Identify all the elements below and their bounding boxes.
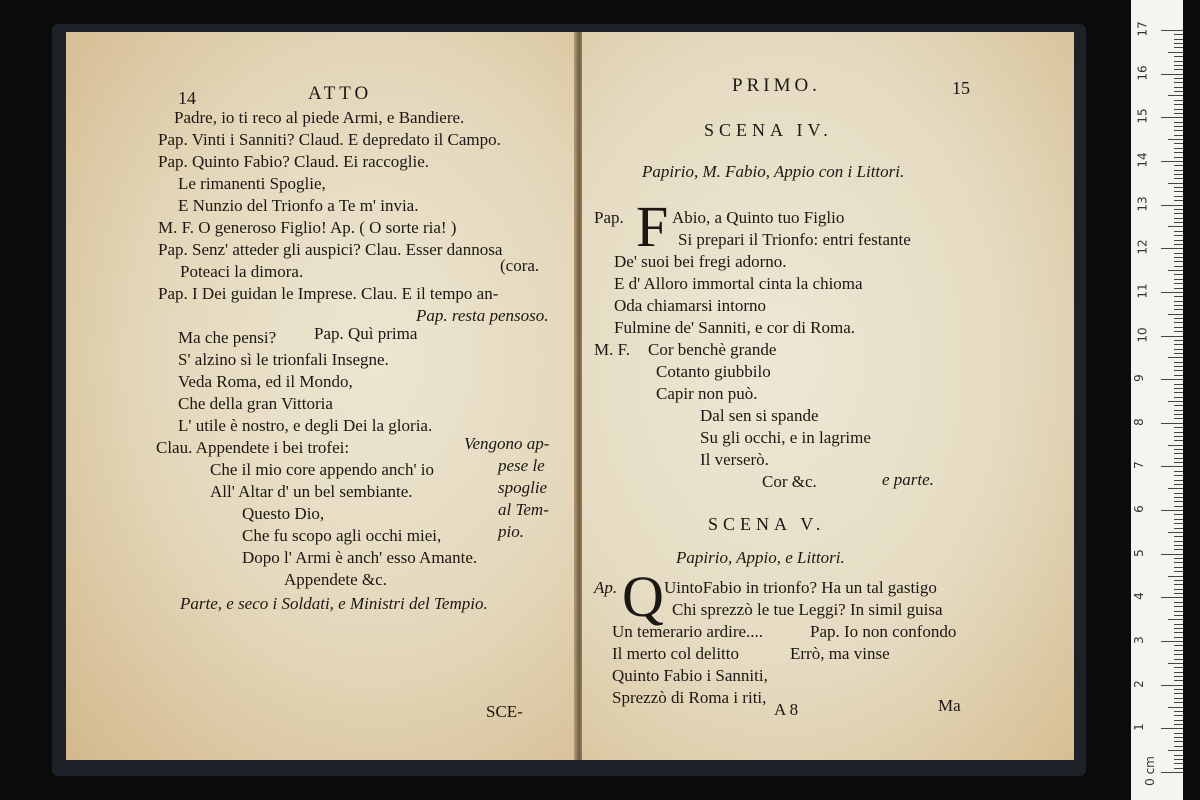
ruler-tick-major (1161, 685, 1183, 686)
text-line: (cora. (500, 256, 540, 275)
ruler-tick-minor (1174, 100, 1183, 101)
ruler-tick-minor (1174, 301, 1183, 302)
speaker-label: Pap. (594, 208, 624, 227)
ruler-tick-minor (1174, 624, 1183, 625)
ruler-label: 9 (1131, 374, 1146, 382)
ruler-tick-minor (1174, 755, 1183, 756)
ruler-label: 1 (1131, 723, 1146, 732)
ruler-tick-minor (1174, 567, 1183, 568)
text-line: Pap. Senz' atteder gli auspici? Clau. Esser dannosa (158, 240, 503, 259)
ruler-label: 15 (1135, 108, 1150, 124)
signature-mark: A 8 (774, 700, 799, 719)
running-head: ATTO (308, 83, 373, 104)
ruler-tick-minor (1174, 384, 1183, 385)
ruler-tick-minor (1174, 440, 1183, 441)
ruler-tick-minor (1174, 484, 1183, 485)
ruler-tick-minor (1174, 528, 1183, 529)
running-head: PRIMO. (732, 75, 821, 96)
text-line: Pap. Quinto Fabio? Claud. Ei raccoglie. (158, 152, 429, 171)
ruler-tick-minor (1174, 680, 1183, 681)
ruler-tick-major (1161, 510, 1183, 511)
ruler-tick-minor (1174, 218, 1183, 219)
text-line: Capir non può. (656, 384, 758, 403)
ruler-tick-major (1161, 554, 1183, 555)
ruler-tick-minor (1174, 427, 1183, 428)
ruler-tick-minor (1174, 362, 1183, 363)
ruler-tick-minor (1174, 711, 1183, 712)
ruler-tick-minor (1174, 309, 1183, 310)
ruler-tick-minor (1174, 370, 1183, 371)
ruler-tick-minor (1168, 532, 1183, 533)
ruler-tick-minor (1174, 462, 1183, 463)
text-line: Il verserò. (700, 450, 769, 469)
ruler-tick-minor (1168, 95, 1183, 96)
ruler-tick-minor (1174, 405, 1183, 406)
ruler-label: 7 (1131, 461, 1146, 470)
ruler-label: 10 (1135, 326, 1150, 343)
text-line: Il merto col delitto (612, 644, 739, 663)
ruler-tick-minor (1174, 244, 1183, 245)
ruler-tick-minor (1174, 759, 1183, 760)
ruler-tick-minor (1174, 523, 1183, 524)
ruler-tick-minor (1174, 148, 1183, 149)
ruler-tick-minor (1174, 475, 1183, 476)
ruler-tick-minor (1174, 34, 1183, 35)
ruler-tick-minor (1174, 61, 1183, 62)
ruler-tick-minor (1174, 602, 1183, 603)
ruler-label: 16 (1135, 65, 1150, 81)
ruler-tick-minor (1174, 340, 1183, 341)
text-line: Su gli occhi, e in lagrime (700, 428, 871, 447)
ruler-tick-major (1161, 74, 1183, 75)
right-page (582, 32, 1074, 760)
ruler-tick-minor (1174, 209, 1183, 210)
ruler-tick-minor (1174, 78, 1183, 79)
ruler-tick-major (1161, 597, 1183, 598)
ruler-tick-minor (1168, 52, 1183, 53)
ruler-tick-minor (1174, 113, 1183, 114)
ruler-tick-minor (1174, 436, 1183, 437)
ruler-tick-major (1161, 30, 1183, 31)
page-number: 15 (952, 78, 970, 98)
text-line: Cor &c. (762, 472, 817, 491)
ruler-tick-minor (1174, 689, 1183, 690)
ruler-tick-minor (1174, 558, 1183, 559)
ruler-label: 6 (1131, 505, 1146, 513)
ruler-tick-minor (1174, 768, 1183, 769)
ruler-tick-major (1161, 772, 1183, 773)
ruler-tick-minor (1174, 672, 1183, 673)
ruler-tick-minor (1174, 418, 1183, 419)
ruler-tick-minor (1174, 545, 1183, 546)
ruler-tick-minor (1174, 331, 1183, 332)
stage-direction: e parte. (882, 470, 934, 489)
ruler-tick-major (1161, 728, 1183, 729)
ruler-tick-major (1161, 205, 1183, 206)
marginal-note: al Tem- (498, 500, 549, 519)
ruler-tick-major (1161, 336, 1183, 337)
ruler-tick-minor (1174, 143, 1183, 144)
left-page (66, 32, 578, 760)
character-list: Papirio, Appio, e Littori. (676, 548, 845, 567)
ruler-tick-minor (1174, 645, 1183, 646)
ruler-tick-minor (1174, 349, 1183, 350)
ruler-tick-minor (1174, 65, 1183, 66)
ruler-tick-minor (1174, 733, 1183, 734)
ruler-tick-minor (1174, 165, 1183, 166)
ruler-tick-minor (1174, 414, 1183, 415)
ruler-label: 12 (1135, 239, 1150, 255)
ruler-tick-minor (1174, 593, 1183, 594)
ruler-tick-minor (1174, 240, 1183, 241)
ruler-tick-minor (1174, 720, 1183, 721)
ruler-tick-minor (1168, 488, 1183, 489)
ruler-tick-minor (1174, 659, 1183, 660)
ruler-tick-minor (1174, 296, 1183, 297)
ruler-tick-major (1161, 248, 1183, 249)
ruler-tick-minor (1174, 611, 1183, 612)
ruler-tick-minor (1174, 650, 1183, 651)
ruler-tick-minor (1174, 279, 1183, 280)
ruler-tick-minor (1174, 737, 1183, 738)
text-line: Sprezzò di Roma i riti, (612, 688, 767, 707)
text-line: Si prepari il Trionfo: entri festante (678, 230, 911, 249)
ruler-tick-minor (1174, 91, 1183, 92)
text-line: Pap. I Dei guidan le Imprese. Clau. E il tempo an- (158, 284, 499, 303)
ruler-tick-major (1161, 466, 1183, 467)
ruler-tick-minor (1168, 139, 1183, 140)
ruler-tick-minor (1174, 493, 1183, 494)
ruler-label: 3 (1131, 636, 1146, 644)
ruler-tick-minor (1174, 305, 1183, 306)
ruler-label: 11 (1135, 283, 1150, 299)
ruler-tick-minor (1174, 453, 1183, 454)
ruler-tick-minor (1168, 226, 1183, 227)
ruler-tick-minor (1174, 82, 1183, 83)
ruler-tick-minor (1168, 314, 1183, 315)
text-line: UintoFabio in trionfo? Ha un tal gastigo (664, 578, 937, 597)
ruler-tick-minor (1174, 410, 1183, 411)
ruler-tick-minor (1174, 375, 1183, 376)
stage-direction: Pap. resta pensoso. (416, 306, 549, 325)
text-line: Questo Dio, (242, 504, 325, 523)
ruler-tick-major (1161, 423, 1183, 424)
text-line: S' alzino sì le trionfali Insegne. (178, 350, 389, 369)
ruler-tick-minor (1168, 663, 1183, 664)
ruler-tick-minor (1174, 584, 1183, 585)
ruler-tick-major (1161, 292, 1183, 293)
ruler-tick-minor (1174, 327, 1183, 328)
ruler-tick-minor (1168, 270, 1183, 271)
ruler-tick-minor (1168, 183, 1183, 184)
ruler-tick-minor (1174, 109, 1183, 110)
text-line: M. F. O generoso Figlio! Ap. ( O sorte ria! ) (158, 218, 457, 237)
stage-direction: Parte, e seco i Soldati, e Ministri del Tempio. (180, 594, 488, 613)
speaker-label: M. F. (594, 340, 630, 359)
text-line: De' suoi bei fregi adorno. (614, 252, 787, 271)
scene-title: SCENA IV. (704, 120, 833, 140)
measuring-ruler (1131, 0, 1183, 800)
ruler-tick-minor (1174, 480, 1183, 481)
ruler-tick-minor (1174, 724, 1183, 725)
ruler-tick-minor (1174, 56, 1183, 57)
ruler-tick-minor (1174, 322, 1183, 323)
ruler-tick-minor (1174, 549, 1183, 550)
ruler-tick-minor (1174, 157, 1183, 158)
ruler-tick-minor (1174, 231, 1183, 232)
text-line: Le rimanenti Spoglie, (178, 174, 326, 193)
ruler-tick-minor (1174, 69, 1183, 70)
ruler-tick-minor (1174, 130, 1183, 131)
text-line: E d' Alloro immortal cinta la chioma (614, 274, 863, 293)
ruler-tick-minor (1174, 458, 1183, 459)
ruler-tick-minor (1174, 39, 1183, 40)
ruler-tick-minor (1174, 536, 1183, 537)
ruler-tick-minor (1174, 253, 1183, 254)
ruler-tick-minor (1174, 698, 1183, 699)
ruler-tick-minor (1168, 576, 1183, 577)
ruler-tick-minor (1174, 392, 1183, 393)
ruler-tick-major (1161, 117, 1183, 118)
ruler-tick-minor (1174, 693, 1183, 694)
character-list: Papirio, M. Fabio, Appio con i Littori. (642, 162, 905, 181)
ruler-tick-minor (1174, 170, 1183, 171)
ruler-tick-minor (1174, 283, 1183, 284)
ruler-tick-minor (1174, 178, 1183, 179)
drop-capital: F (636, 194, 669, 259)
ruler-tick-minor (1174, 667, 1183, 668)
ruler-label: 8 (1131, 417, 1146, 426)
ruler-tick-minor (1174, 47, 1183, 48)
text-line: Che fu scopo agli occhi miei, (242, 526, 442, 545)
ruler-tick-major (1161, 379, 1183, 380)
text-line: Che il mio core appendo anch' io (210, 460, 434, 479)
ruler-tick-minor (1174, 200, 1183, 201)
ruler-tick-minor (1174, 519, 1183, 520)
ruler-tick-minor (1174, 388, 1183, 389)
ruler-tick-minor (1174, 274, 1183, 275)
ruler-tick-minor (1174, 715, 1183, 716)
marginal-note: pio. (498, 522, 524, 541)
ruler-tick-minor (1174, 741, 1183, 742)
ruler-tick-minor (1174, 397, 1183, 398)
ruler-tick-minor (1174, 43, 1183, 44)
text-line: Clau. Appendete i bei trofei: (156, 438, 350, 457)
text-line: Un temerario ardire.... (612, 622, 764, 641)
text-line: Oda chiamarsi intorno (614, 296, 767, 315)
ruler-tick-minor (1174, 196, 1183, 197)
ruler-tick-minor (1174, 266, 1183, 267)
ruler-label: 14 (1135, 152, 1150, 168)
ruler-tick-minor (1174, 174, 1183, 175)
ruler-tick-minor (1174, 288, 1183, 289)
ruler-tick-minor (1174, 449, 1183, 450)
text-line: E Nunzio del Trionfo a Te m' invia. (178, 196, 419, 215)
ruler-tick-minor (1174, 257, 1183, 258)
ruler-tick-minor (1174, 632, 1183, 633)
page-number: 14 (178, 88, 196, 108)
ruler-label: 5 (1131, 548, 1146, 557)
ruler-tick-minor (1174, 763, 1183, 764)
text-line: Pap. Vinti i Sanniti? Claud. E depredato il Campo. (158, 130, 501, 149)
marginal-note: spoglie (498, 478, 548, 497)
ruler-tick-minor (1174, 615, 1183, 616)
text-line: Abio, a Quinto tuo Figlio (672, 208, 845, 227)
ruler-tick-minor (1174, 501, 1183, 502)
ruler-tick-minor (1174, 562, 1183, 563)
ruler-tick-minor (1174, 580, 1183, 581)
speaker-label: Ap. (594, 578, 618, 597)
text-line: L' utile è nostro, e degli Dei la gloria. (178, 416, 433, 435)
text-line: Appendete &c. (284, 570, 387, 589)
ruler-tick-minor (1174, 514, 1183, 515)
ruler-tick-minor (1174, 506, 1183, 507)
text-line: Errò, ma vinse (790, 644, 890, 663)
catchword: Ma (938, 696, 961, 715)
ruler-tick-minor (1174, 135, 1183, 136)
ruler-tick-minor (1174, 152, 1183, 153)
text-line: Dopo l' Armi è anch' esso Amante. (242, 548, 478, 567)
ruler-tick-minor (1174, 366, 1183, 367)
ruler-tick-minor (1174, 122, 1183, 123)
ruler-tick-minor (1174, 746, 1183, 747)
ruler-tick-minor (1174, 344, 1183, 345)
ruler-label: 4 (1131, 592, 1146, 601)
ruler-tick-minor (1174, 702, 1183, 703)
ruler-label: 0 cm (1142, 756, 1157, 786)
ruler-tick-minor (1174, 606, 1183, 607)
ruler-tick-minor (1174, 187, 1183, 188)
ruler-tick-minor (1174, 104, 1183, 105)
ruler-tick-minor (1174, 191, 1183, 192)
ruler-tick-minor (1168, 401, 1183, 402)
ruler-tick-minor (1174, 497, 1183, 498)
ruler-tick-major (1161, 641, 1183, 642)
text-line: Cor benchè grande (648, 340, 777, 359)
text-line: Padre, io ti reco al piede Armi, e Bandiere. (174, 108, 465, 127)
text-line: Cotanto giubbilo (656, 362, 771, 381)
ruler-tick-minor (1174, 261, 1183, 262)
ruler-tick-minor (1174, 87, 1183, 88)
ruler-tick-minor (1174, 471, 1183, 472)
text-line: Che della gran Vittoria (178, 394, 333, 413)
ruler-tick-minor (1174, 235, 1183, 236)
ruler-tick-major (1161, 161, 1183, 162)
text-line: All' Altar d' un bel sembiante. (210, 482, 413, 501)
ruler-tick-minor (1174, 637, 1183, 638)
drop-capital: Q (622, 564, 664, 629)
text-line: Dal sen si spande (700, 406, 819, 425)
ruler-tick-minor (1168, 707, 1183, 708)
ruler-tick-minor (1174, 541, 1183, 542)
ruler-tick-minor (1168, 619, 1183, 620)
ruler-tick-minor (1174, 432, 1183, 433)
scene-title: SCENA V. (708, 514, 826, 534)
text-line: Poteaci la dimora. (180, 262, 304, 281)
text-line: Pap. Quì prima (314, 324, 418, 343)
ruler-tick-minor (1168, 750, 1183, 751)
text-line: Chi sprezzò le tue Leggi? In simil guisa (672, 600, 943, 619)
ruler-tick-minor (1174, 589, 1183, 590)
ruler-label: 13 (1135, 195, 1150, 212)
ruler-tick-minor (1174, 318, 1183, 319)
ruler-label: 17 (1135, 21, 1150, 37)
text-line: Veda Roma, ed il Mondo, (178, 372, 353, 391)
ruler-tick-minor (1174, 222, 1183, 223)
ruler-tick-minor (1174, 126, 1183, 127)
ruler-tick-minor (1174, 628, 1183, 629)
ruler-tick-minor (1168, 445, 1183, 446)
ruler-tick-minor (1174, 654, 1183, 655)
marginal-note: pese le (498, 456, 545, 475)
ruler-tick-minor (1174, 353, 1183, 354)
ruler-tick-minor (1168, 357, 1183, 358)
ruler-tick-minor (1174, 213, 1183, 214)
ruler-label: 2 (1131, 679, 1146, 688)
catchword: SCE- (486, 702, 523, 721)
text-line: Ma che pensi? (178, 328, 277, 347)
text-line: Quinto Fabio i Sanniti, (612, 666, 768, 685)
ruler-tick-minor (1174, 571, 1183, 572)
text-line: Pap. Io non confondo (810, 622, 957, 641)
text-line: Fulmine de' Sanniti, e cor di Roma. (614, 318, 856, 337)
ruler-tick-minor (1174, 676, 1183, 677)
marginal-note: Vengono ap- (464, 434, 550, 453)
